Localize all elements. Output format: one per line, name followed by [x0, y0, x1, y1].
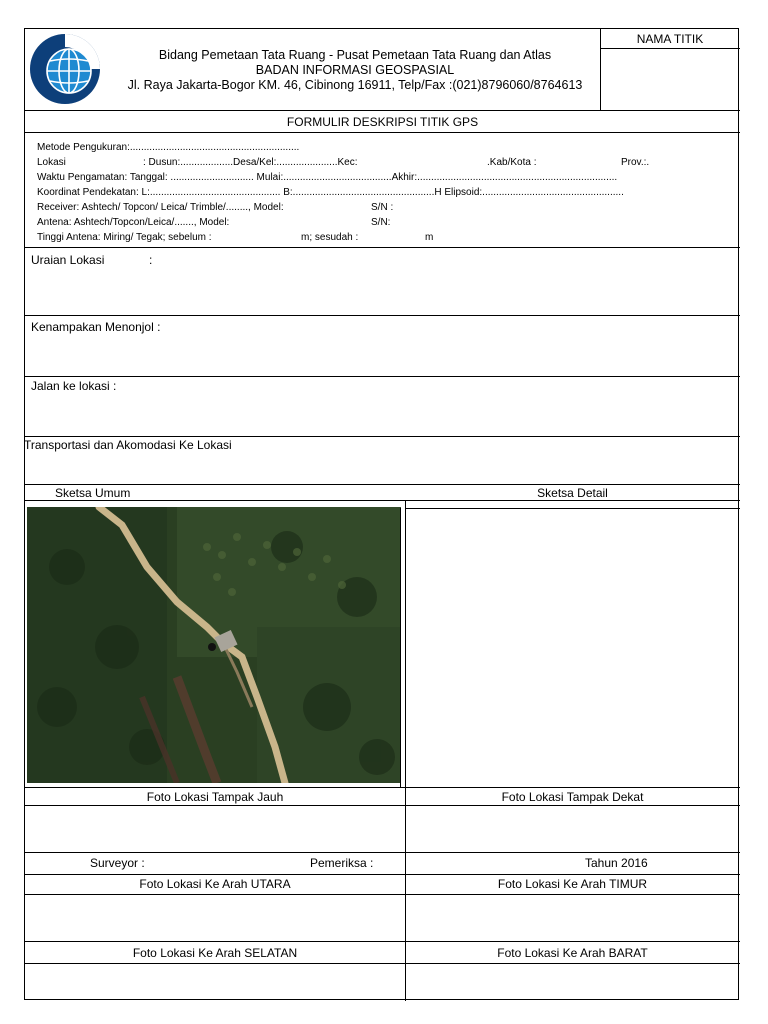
- foto-utara-label: Foto Lokasi Ke Arah UTARA: [139, 877, 291, 891]
- tinggi-antena: Tinggi Antena: Miring/ Tegak; sebelum :: [37, 232, 212, 243]
- pemeriksa-label: Pemeriksa :: [310, 856, 374, 870]
- uraian-lokasi-colon: :: [149, 253, 153, 267]
- provinsi: Prov.:.: [621, 157, 650, 168]
- geospatial-agency-logo: [29, 33, 101, 105]
- tinggi-unit: m: [425, 232, 434, 243]
- kab-kota: .Kab/Kota :: [487, 157, 537, 168]
- metode-pengukuran: Metode Pengukuran:.............................................................: [37, 142, 300, 153]
- dusun-desa-kec: : Dusun:...................Desa/Kel:......................Kec:: [143, 157, 358, 168]
- jalan-ke-lokasi-label: Jalan ke lokasi :: [31, 379, 117, 393]
- header-line-2: BADAN INFORMASI GEOSPASIAL: [255, 63, 455, 77]
- header-line-3: Jl. Raya Jakarta-Bogor KM. 46, Cibinong 16911, Telp/Fax :(021)8796060/8764613: [127, 78, 583, 92]
- transportasi-label: Transportasi dan Akomodasi Ke Lokasi: [24, 438, 232, 452]
- header-line-1: Bidang Pemetaan Tata Ruang - Pusat Pemetaan Tata Ruang dan Atlas: [158, 48, 552, 62]
- waktu-pengamatan: Waktu Pengamatan: Tanggal: .............................. Mulai:.......................................Akhir:........................................................................: [37, 172, 618, 183]
- antena-sn: S/N:: [371, 217, 391, 228]
- nama-titik-field[interactable]: [601, 49, 739, 109]
- foto-tampak-jauh-label: Foto Lokasi Tampak Jauh: [146, 790, 284, 804]
- foto-timur-label: Foto Lokasi Ke Arah TIMUR: [497, 877, 648, 891]
- tahun-label: Tahun 2016: [585, 856, 648, 870]
- kenampakan-menonjol-label: Kenampakan Menonjol :: [31, 320, 161, 334]
- foto-barat-label: Foto Lokasi Ke Arah BARAT: [497, 946, 648, 960]
- foto-selatan-label: Foto Lokasi Ke Arah SELATAN: [132, 946, 298, 960]
- tinggi-sesudah: m; sesudah :: [301, 232, 359, 243]
- surveyor-label: Surveyor :: [90, 856, 145, 870]
- antena: Antena: Ashtech/Topcon/Leica/......., Model:: [37, 217, 230, 228]
- nama-titik-label: NAMA TITIK: [636, 32, 704, 46]
- gps-description-form: [24, 28, 739, 1000]
- foto-tampak-dekat-label: Foto Lokasi Tampak Dekat: [501, 790, 644, 804]
- koordinat-pendekatan: Koordinat Pendekatan: L:............................................... B:...................................................H Elipsoid:...................................................: [37, 187, 624, 198]
- receiver: Receiver: Ashtech/ Topcon/ Leica/ Trimble/........, Model:: [37, 202, 284, 213]
- receiver-sn: S/N :: [371, 202, 394, 213]
- lokasi-label: Lokasi: [37, 157, 66, 168]
- uraian-lokasi-label: Uraian Lokasi: [31, 253, 105, 267]
- sketsa-umum-label: Sketsa Umum: [55, 486, 131, 500]
- form-title: FORMULIR DESKRIPSI TITIK GPS: [286, 115, 479, 129]
- satellite-sketch-image: [27, 507, 401, 783]
- sketsa-detail-label: Sketsa Detail: [537, 486, 608, 500]
